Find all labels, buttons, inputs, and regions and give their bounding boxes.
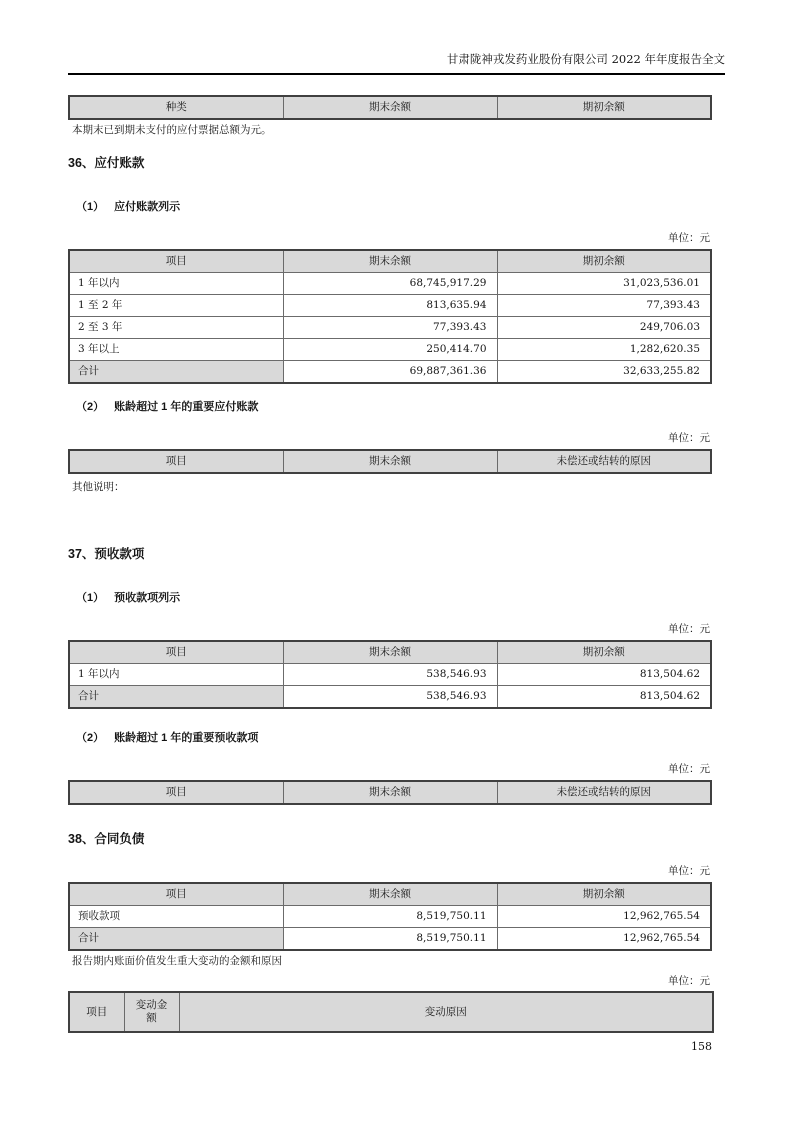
adv-list-text: 预收款项列示: [114, 592, 181, 604]
table-total-row: [69, 361, 711, 384]
table-cell: 1 年以内: [69, 664, 283, 686]
notes-payable-note: 本期末已到期未支付的应付票据总额为元。: [72, 124, 272, 136]
table-cell: 813,504.62: [497, 664, 711, 686]
table-cell: 8,519,750.11: [283, 906, 497, 928]
table-cell: 2 至 3 年: [69, 317, 283, 339]
section-38-title: 38、合同负债: [68, 832, 145, 846]
cl-change-table: [68, 991, 714, 1033]
table-row: [69, 906, 711, 928]
table-cell: 250,414.70: [283, 339, 497, 361]
table-cell: 813,635.94: [283, 295, 497, 317]
table-header-row: [69, 96, 711, 119]
cl-unit: 单位：元: [668, 865, 710, 877]
table-header-cell: 变动金额: [124, 992, 179, 1032]
table-cell: 249,706.03: [497, 317, 711, 339]
page-number: 158: [691, 1040, 712, 1053]
table-header-cell: 期末余额: [283, 883, 497, 906]
adv-list-num: （1）: [76, 592, 105, 604]
table-header-cell: 期末余额: [283, 641, 497, 664]
table-cell: 1 年以内: [69, 273, 283, 295]
table-cell: 8,519,750.11: [283, 928, 497, 951]
section-37-title: 37、预收款项: [68, 547, 145, 561]
adv-aged-text: 账龄超过 1 年的重要预收款项: [114, 732, 259, 744]
table-header-cell: 项目: [69, 450, 283, 473]
table-cell: 合计: [69, 361, 283, 384]
table-header-cell: 项目: [69, 781, 283, 804]
table-cell: 合计: [69, 686, 283, 709]
table-total-row: [69, 686, 711, 709]
table-cell: 538,546.93: [283, 686, 497, 709]
ap-aged-title: [68, 400, 725, 415]
report-running-head: [68, 0, 725, 75]
table-header-row: [69, 450, 711, 473]
table-cell: 1 至 2 年: [69, 295, 283, 317]
table-header-cell: 期末余额: [283, 450, 497, 473]
notes-payable-table: [68, 95, 712, 120]
table-cell: 813,504.62: [497, 686, 711, 709]
table-cell: 31,023,536.01: [497, 273, 711, 295]
table-header-cell: 期初余额: [497, 883, 711, 906]
table-row: [69, 273, 711, 295]
table-cell: 预收款项: [69, 906, 283, 928]
cl-change-unit: 单位：元: [668, 975, 710, 987]
ap-list-unit: 单位：元: [668, 232, 710, 244]
ap-aged-text: 账龄超过 1 年的重要应付账款: [114, 401, 259, 413]
adv-aged-table: [68, 780, 712, 805]
table-header-cell: 期末余额: [283, 250, 497, 273]
table-header-row: [69, 781, 711, 804]
table-cell: 1,282,620.35: [497, 339, 711, 361]
table-header-cell: 期初余额: [497, 641, 711, 664]
table-cell: 77,393.43: [497, 295, 711, 317]
ap-aged-unit: 单位：元: [668, 432, 710, 444]
table-row: [69, 317, 711, 339]
ap-list-num: （1）: [76, 201, 105, 213]
table-header-cell: 种类: [69, 96, 283, 119]
table-header-cell: 项目: [69, 992, 124, 1032]
table-header-row: [69, 250, 711, 273]
section-36-title: 36、应付账款: [68, 156, 145, 170]
table-header-cell: 期末余额: [283, 96, 497, 119]
contract-liabilities-table: [68, 882, 712, 951]
adv-list-unit: 单位：元: [668, 623, 710, 635]
table-header-row: [69, 883, 711, 906]
ap-aged-table: [68, 449, 712, 474]
adv-aged-title: [68, 731, 725, 746]
adv-list-title: [68, 591, 725, 606]
table-header-cell: 未偿还或结转的原因: [497, 450, 711, 473]
table-row: [69, 295, 711, 317]
table-cell: 538,546.93: [283, 664, 497, 686]
table-header-cell: 项目: [69, 883, 283, 906]
table-header-row: [69, 641, 711, 664]
table-header-cell: 项目: [69, 641, 283, 664]
adv-aged-num: （2）: [76, 732, 105, 744]
table-header-cell: 变动原因: [179, 992, 713, 1032]
table-cell: 3 年以上: [69, 339, 283, 361]
table-row: [69, 339, 711, 361]
table-header-cell: 期初余额: [497, 250, 711, 273]
report-title: 甘肃陇神戎发药业股份有限公司 2022 年年度报告全文: [446, 52, 725, 66]
accounts-payable-table: [68, 249, 712, 384]
table-cell: 77,393.43: [283, 317, 497, 339]
ap-other-note: 其他说明：: [72, 481, 125, 493]
table-row: [69, 664, 711, 686]
ap-list-title: [68, 200, 725, 215]
ap-list-text: 应付账款列示: [114, 201, 181, 213]
adv-aged-unit: 单位：元: [668, 763, 710, 775]
table-header-cell: 期末余额: [283, 781, 497, 804]
table-header-cell: 项目: [69, 250, 283, 273]
table-header-cell: 未偿还或结转的原因: [497, 781, 711, 804]
table-cell: 合计: [69, 928, 283, 951]
table-cell: 68,745,917.29: [283, 273, 497, 295]
ap-aged-num: （2）: [76, 401, 105, 413]
table-cell: 32,633,255.82: [497, 361, 711, 384]
table-cell: 12,962,765.54: [497, 928, 711, 951]
cl-change-note: 报告期内账面价值发生重大变动的金额和原因: [72, 955, 282, 967]
table-header-cell: 期初余额: [497, 96, 711, 119]
table-header-row: [69, 992, 713, 1032]
table-total-row: [69, 928, 711, 951]
table-cell: 69,887,361.36: [283, 361, 497, 384]
table-cell: 12,962,765.54: [497, 906, 711, 928]
advances-table: [68, 640, 712, 709]
